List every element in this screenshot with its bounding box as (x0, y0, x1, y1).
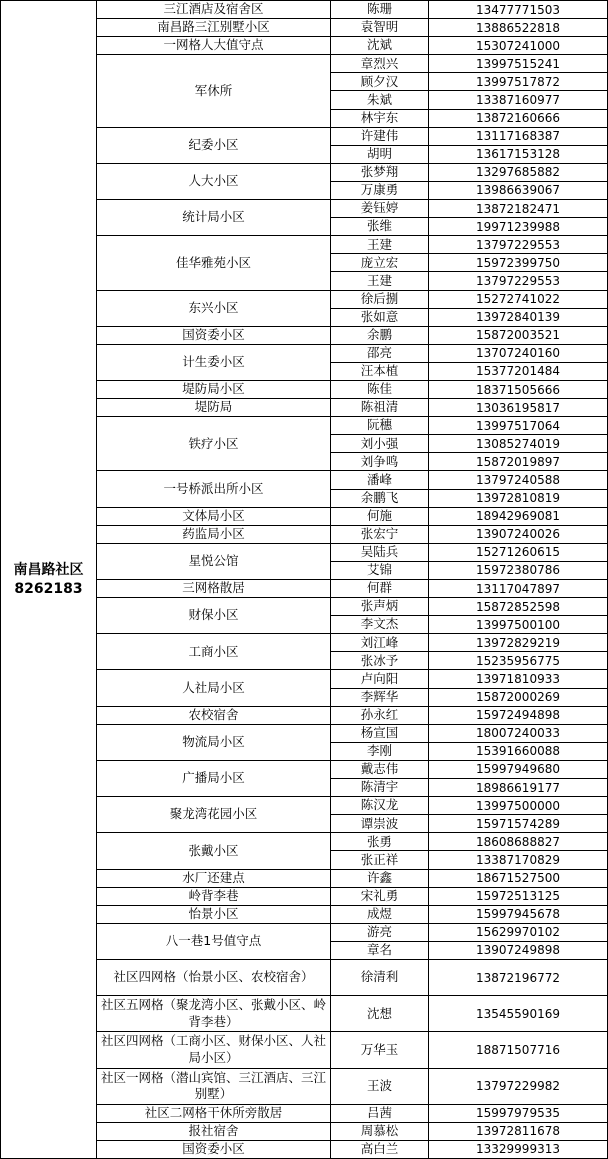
person-name-cell: 吴陆兵 (331, 543, 429, 561)
place-cell: 一号桥派出所小区 (97, 471, 331, 507)
person-phone-cell: 19971239988 (429, 218, 608, 236)
place-cell: 社区二网格干休所旁散居 (97, 1104, 331, 1122)
place-cell: 三网格散居 (97, 580, 331, 598)
person-phone-cell: 13872196772 (429, 959, 608, 995)
place-cell: 人大小区 (97, 163, 331, 199)
person-phone-cell: 13872182471 (429, 200, 608, 218)
person-phone-cell: 15997949680 (429, 760, 608, 778)
person-phone-cell: 13797229982 (429, 1068, 608, 1104)
person-phone-cell: 13477771503 (429, 1, 608, 19)
person-phone-cell: 15235956775 (429, 652, 608, 670)
person-name-cell: 李辉华 (331, 688, 429, 706)
place-cell: 南昌路三江别墅小区 (97, 19, 331, 37)
person-phone-cell: 13997517064 (429, 417, 608, 435)
person-name-cell: 吕茜 (331, 1104, 429, 1122)
person-phone-cell: 18871507716 (429, 1032, 608, 1068)
person-name-cell: 余鹏飞 (331, 489, 429, 507)
table-row (1, 1, 608, 19)
person-phone-cell: 18671527500 (429, 869, 608, 887)
person-name-cell: 张梦翔 (331, 163, 429, 181)
person-name-cell: 徐后捌 (331, 290, 429, 308)
place-cell: 物流局小区 (97, 724, 331, 760)
place-cell: 八一巷1号值守点 (97, 923, 331, 959)
person-name-cell: 刘江峰 (331, 634, 429, 652)
person-name-cell: 章烈兴 (331, 55, 429, 73)
person-phone-cell: 15872019897 (429, 453, 608, 471)
place-cell: 聚龙湾花园小区 (97, 797, 331, 833)
place-cell: 星悦公馆 (97, 543, 331, 579)
person-phone-cell: 13117047897 (429, 580, 608, 598)
person-phone-cell: 15629970102 (429, 923, 608, 941)
person-name-cell: 李文杰 (331, 616, 429, 634)
person-name-cell: 胡明 (331, 145, 429, 163)
person-phone-cell: 15872003521 (429, 326, 608, 344)
person-phone-cell: 13972829219 (429, 634, 608, 652)
person-phone-cell: 15307241000 (429, 37, 608, 55)
person-phone-cell: 13297685882 (429, 163, 608, 181)
person-name-cell: 陈清宇 (331, 779, 429, 797)
person-phone-cell: 13886522818 (429, 19, 608, 37)
contact-table-body (1, 1, 608, 1159)
person-name-cell: 张正祥 (331, 851, 429, 869)
person-phone-cell: 15972513125 (429, 887, 608, 905)
place-cell: 人社局小区 (97, 670, 331, 706)
person-name-cell: 成煜 (331, 905, 429, 923)
person-phone-cell: 15872000269 (429, 688, 608, 706)
person-phone-cell: 13545590169 (429, 996, 608, 1032)
person-name-cell: 戴志伟 (331, 760, 429, 778)
person-phone-cell: 13971810933 (429, 670, 608, 688)
place-cell: 广播局小区 (97, 760, 331, 796)
person-phone-cell: 13997500000 (429, 797, 608, 815)
place-cell: 怡景小区 (97, 905, 331, 923)
person-phone-cell: 13617153128 (429, 145, 608, 163)
place-cell: 计生委小区 (97, 344, 331, 380)
person-phone-cell: 18007240033 (429, 724, 608, 742)
person-name-cell: 杨宣国 (331, 724, 429, 742)
person-phone-cell: 15971574289 (429, 815, 608, 833)
person-phone-cell: 15271260615 (429, 543, 608, 561)
person-name-cell: 刘争鸣 (331, 453, 429, 471)
person-phone-cell: 13972840139 (429, 308, 608, 326)
person-phone-cell: 13797229553 (429, 236, 608, 254)
person-phone-cell: 15272741022 (429, 290, 608, 308)
place-cell: 文体局小区 (97, 507, 331, 525)
community-name: 南昌路社区 (13, 561, 84, 578)
person-name-cell: 余鹏 (331, 326, 429, 344)
place-cell: 财保小区 (97, 598, 331, 634)
person-name-cell: 沈斌 (331, 37, 429, 55)
place-cell: 纪委小区 (97, 127, 331, 163)
person-name-cell: 姜钰婷 (331, 200, 429, 218)
person-phone-cell: 13997515241 (429, 55, 608, 73)
person-name-cell: 李刚 (331, 742, 429, 760)
place-cell: 农校宿舍 (97, 706, 331, 724)
person-name-cell: 何群 (331, 580, 429, 598)
place-cell: 一网格人大值守点 (97, 37, 331, 55)
person-phone-cell: 15972380786 (429, 561, 608, 579)
person-name-cell: 周慕松 (331, 1122, 429, 1140)
person-phone-cell: 15377201484 (429, 362, 608, 380)
person-name-cell: 朱斌 (331, 91, 429, 109)
person-phone-cell: 15997945678 (429, 905, 608, 923)
person-phone-cell: 18608688827 (429, 833, 608, 851)
person-phone-cell: 13707240160 (429, 344, 608, 362)
place-cell: 岭背李巷 (97, 887, 331, 905)
person-name-cell: 陈祖清 (331, 399, 429, 417)
place-cell: 堤防局小区 (97, 380, 331, 398)
person-name-cell: 游亮 (331, 923, 429, 941)
person-phone-cell: 13972810819 (429, 489, 608, 507)
person-phone-cell: 13986639067 (429, 181, 608, 199)
place-cell: 社区四网格（怡景小区、农校宿舍） (97, 959, 331, 995)
person-phone-cell: 13085274019 (429, 435, 608, 453)
place-cell: 张戴小区 (97, 833, 331, 869)
person-name-cell: 陈佳 (331, 380, 429, 398)
person-name-cell: 徐清利 (331, 959, 429, 995)
person-name-cell: 张维 (331, 218, 429, 236)
person-name-cell: 庞立宏 (331, 254, 429, 272)
person-phone-cell: 13907249898 (429, 941, 608, 959)
person-name-cell: 宋礼勇 (331, 887, 429, 905)
place-cell: 水厂还建点 (97, 869, 331, 887)
person-name-cell: 邵亮 (331, 344, 429, 362)
person-name-cell: 卢向阳 (331, 670, 429, 688)
place-cell: 国资委小区 (97, 1140, 331, 1158)
person-phone-cell: 15972494898 (429, 706, 608, 724)
person-phone-cell: 13036195817 (429, 399, 608, 417)
place-cell: 东兴小区 (97, 290, 331, 326)
person-phone-cell: 13117168387 (429, 127, 608, 145)
person-name-cell: 潘峰 (331, 471, 429, 489)
person-name-cell: 王建 (331, 272, 429, 290)
person-name-cell: 许建伟 (331, 127, 429, 145)
person-name-cell: 万华玉 (331, 1032, 429, 1068)
person-name-cell: 艾锦 (331, 561, 429, 579)
person-name-cell: 谭崇波 (331, 815, 429, 833)
person-name-cell: 王波 (331, 1068, 429, 1104)
place-cell: 社区一网格（潜山宾馆、三江酒店、三江别墅） (97, 1068, 331, 1104)
person-phone-cell: 15972399750 (429, 254, 608, 272)
person-name-cell: 刘小强 (331, 435, 429, 453)
person-name-cell: 陈汉龙 (331, 797, 429, 815)
person-phone-cell: 13797229553 (429, 272, 608, 290)
place-cell: 报社宿舍 (97, 1122, 331, 1140)
person-phone-cell: 13797240588 (429, 471, 608, 489)
person-phone-cell: 13907240026 (429, 525, 608, 543)
person-name-cell: 孙永红 (331, 706, 429, 724)
person-phone-cell: 15391660088 (429, 742, 608, 760)
person-phone-cell: 18371505666 (429, 380, 608, 398)
person-name-cell: 顾夕汉 (331, 73, 429, 91)
person-phone-cell: 13972811678 (429, 1122, 608, 1140)
person-phone-cell: 13387160977 (429, 91, 608, 109)
person-name-cell: 高白兰 (331, 1140, 429, 1158)
place-cell: 堤防局 (97, 399, 331, 417)
person-phone-cell: 13387170829 (429, 851, 608, 869)
place-cell: 社区五网格（聚龙湾小区、张戴小区、岭背李巷） (97, 996, 331, 1032)
person-phone-cell: 13872160666 (429, 109, 608, 127)
place-cell: 三江酒店及宿舍区 (97, 1, 331, 19)
person-phone-cell: 15872852598 (429, 598, 608, 616)
person-name-cell: 何施 (331, 507, 429, 525)
person-phone-cell: 15997979535 (429, 1104, 608, 1122)
place-cell: 社区四网格（工商小区、财保小区、人社局小区） (97, 1032, 331, 1068)
place-cell: 军休所 (97, 55, 331, 127)
community-phone: 8262183 (14, 580, 83, 597)
person-name-cell: 林宇东 (331, 109, 429, 127)
person-name-cell: 袁智明 (331, 19, 429, 37)
person-phone-cell: 18986619177 (429, 779, 608, 797)
place-cell: 药监局小区 (97, 525, 331, 543)
place-cell: 铁疗小区 (97, 417, 331, 471)
person-name-cell: 沈想 (331, 996, 429, 1032)
place-cell: 统计局小区 (97, 200, 331, 236)
person-name-cell: 万康勇 (331, 181, 429, 199)
person-phone-cell: 18942969081 (429, 507, 608, 525)
person-phone-cell: 13329999313 (429, 1140, 608, 1158)
person-name-cell: 陈珊 (331, 1, 429, 19)
person-phone-cell: 13997500100 (429, 616, 608, 634)
person-name-cell: 汪本植 (331, 362, 429, 380)
person-name-cell: 阮穗 (331, 417, 429, 435)
person-name-cell: 章名 (331, 941, 429, 959)
person-name-cell: 许鑫 (331, 869, 429, 887)
person-name-cell: 张勇 (331, 833, 429, 851)
place-cell: 佳华雅苑小区 (97, 236, 331, 290)
person-name-cell: 张声炳 (331, 598, 429, 616)
community-cell (1, 1, 97, 1159)
person-name-cell: 张冰予 (331, 652, 429, 670)
person-name-cell: 张如意 (331, 308, 429, 326)
person-name-cell: 张宏宁 (331, 525, 429, 543)
place-cell: 工商小区 (97, 634, 331, 670)
person-name-cell: 王建 (331, 236, 429, 254)
place-cell: 国资委小区 (97, 326, 331, 344)
person-phone-cell: 13997517872 (429, 73, 608, 91)
